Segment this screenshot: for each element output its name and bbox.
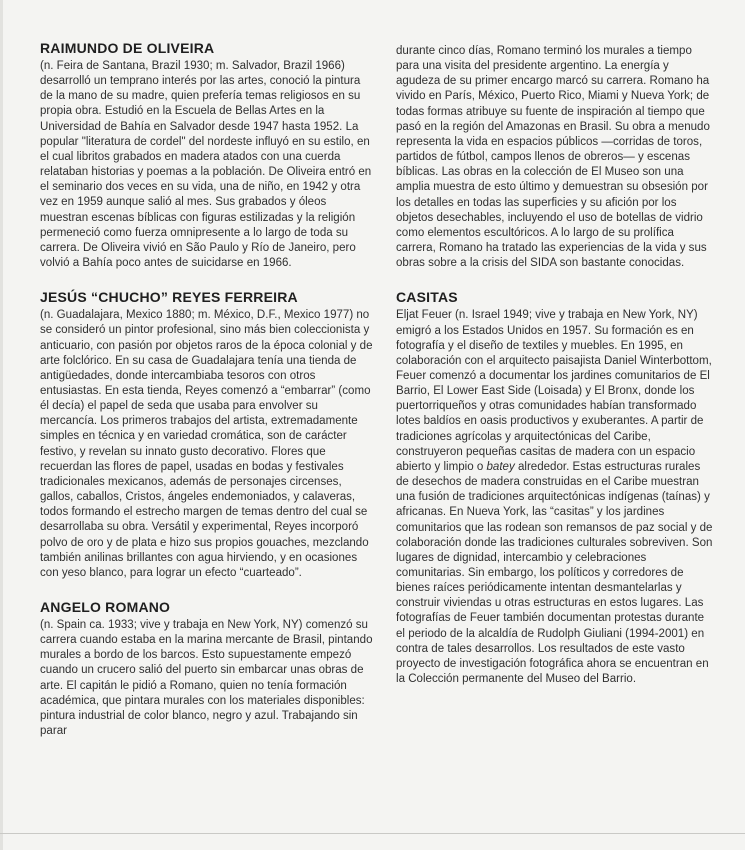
- artist-heading: RAIMUNDO DE OLIVEIRA: [40, 40, 215, 56]
- artist-entry-reyes-ferreira: [40, 289, 376, 581]
- left-column: [40, 40, 376, 739]
- artist-entry-romano: [40, 599, 376, 739]
- artist-entry-de-oliveira: [40, 40, 376, 271]
- artist-biography: (n. Guadalajara, Mexico 1880; m. México, D.F., Mexico 1977) no se consideró un pintor profesional, sino más bien coleccionista y anticuario, con pasión por objetos raros de la época colonial y de arte folclórico. En su casa de Guadalajara tenía una tienda de antigüedades, donde intercambiaba tesoros con otros entusiastas. En esta tienda, Reyes comenzó a “embarrar” (como él decía) el papel de seda que usaba para envolver su mercancía. Los primeros trabajos del artista, extremadamente simples en técnica y en variedad cromática, son de carácter festivo, y revelan su innato gusto decorativo. Flores que recuerdan las flores de papel, usadas en bodas y festivales tradicionales mexicanos, además de personajes circenses, gallos, caballos, Cristos, ángeles endemoniados, y calaveras, todos formando el estrecho margen de temas dentro del cual se desarrollaba su obra. Versátil y experimental, Reyes incorporó polvo de oro y de plata e hizo sus propios gouaches, mezclando también anilinas brillantes con agua hirviendo, y en ocasiones con yeso blanco, para lograr un efecto “cuarteado”.: [40, 309, 373, 579]
- section-body-part-1: Eljat Feuer (n. Israel 1949; vive y trabaja en New York, NY) emigró a los Estados Unidos en 1957. Su formación es en fotografía y el diseño de textiles y muebles. En 1995, en colaboración con el arquitecto paisajista Daniel Winterbottom, Feuer comenzó a documentar los jardines comunitarios de El Barrio, El Lower East Side (Loisada) y El Bronx, donde los puertorriqueños y otras comunidades habían transformado lotes baldíos en oasis productivos y exuberantes. A partir de tradiciones agrícolas y arquitectónicas del Caribe, construyeron pequeñas casitas de madera con un espacio abierto y limpio o: [396, 309, 712, 473]
- artist-entry-romano-continued: [396, 44, 714, 271]
- artist-biography: (n. Spain ca. 1933; vive y trabaja en New York, NY) comenzó su carrera cuando estaba en la marina mercante de Brasil, pintando murales a bordo de los barcos. Esto supuestamente empezó cuando un crucero salió del puerto sin embarcar unas obras de arte. El capitán le pidió a Romano, quien no tenía formación académica, que pintara murales con los materiales disponibles: pintura industrial de color blanco, negro y azul. Trabajando sin parar: [40, 619, 373, 738]
- right-column: [396, 44, 714, 687]
- section-heading: CASITAS: [396, 289, 458, 306]
- artist-biography-continuation: durante cinco días, Romano terminó los murales a tiempo para una visita del presidente argentino. La energía y agudeza de su primer encargo marcó su carrera. Romano ha vivido en París, México, Puerto Rico, Miami y Nueva York; de todas formas atribuye su fuente de inspiración al tiempo que pasó en la región del Amazonas en Brasil. Su obra a menudo representa la vida en espacios públicos —corridas de toros, partidos de fútbol, campos llenos de obreros— y escenas bíblicas. Las obras en la colección de El Museo son una amplia muestra de esto último y demuestran su obsesión por los detalles en todas las superficies y su afición por los objetos desechables, incluyendo el uso de botellas de vidrio como elementos escultóricos. A lo largo de su prolífica carrera, Romano ha tratado las experiencias de la vida y sus obras sobre a la crisis del SIDA son bastante conocidas.: [396, 45, 710, 270]
- section-body-italic-term: batey: [486, 460, 515, 473]
- section-body: [396, 308, 714, 687]
- section-casitas: [396, 289, 714, 687]
- page-bottom-rule: [0, 833, 745, 834]
- section-body-part-2: alrededor. Estas estructuras rurales de desechos de madera construidas en el Caribe muestran una fusión de tradiciones arquitectónicas indígenas (taínas) y africanas. En Nueva York, las “casitas” y los jardines comunitarios que las rodean son remansos de paz social y de colaboración donde las tradiciones culturales sobreviven. Son lugares de dignidad, intercambio y celebraciones comunitarias. Sin embargo, los políticos y corredores de bienes raíces periódicamente intentan desmantelarlas y construir viviendas u otras estructuras en estos lugares. Las fotografías de Feuer también documentan protestas durante el periodo de la alcaldía de Rudolph Giuliani (1994-2001) en contra de tales desarrollos. Los resultados de este vasto proyecto de investigación fotográfica ahora se encuentran en la Colección permanente del Museo del Barrio.: [396, 460, 713, 686]
- artist-biography: (n. Feira de Santana, Brazil 1930; m. Salvador, Brazil 1966) desarrolló un temprano interés por las artes, conoció la pintura de la mano de su madre, quien prefería temas religiosos en su propia obra. Estudió en la Escuela de Bellas Artes en la Universidad de Bahía en Salvador desde 1947 hasta 1952. La popular "literatura de cordel" del nordeste influyó en su estilo, en el cual libritos grabados en madera atados con una cuerda relataban historias y poemas a la población. De Oliveira entró en el seminario dos veces en su vida, una de niño, en 1942 y otra vez en 1959 aunque salió al mes. Sus grabados y óleos muestran escenas bíblicas con figuras estilizadas y la religión permeneció como fuerza omnipresente a lo largo de toda su carrera. De Oliveira vivió en São Paulo y Río de Janeiro, pero volvió a Bahía poco antes de suicidarse en 1966.: [40, 60, 372, 270]
- page-edge-shadow: [0, 0, 3, 850]
- artist-heading: JESÚS “CHUCHO” REYES FERREIRA: [40, 289, 298, 306]
- artist-heading: ANGELO ROMANO: [40, 599, 171, 615]
